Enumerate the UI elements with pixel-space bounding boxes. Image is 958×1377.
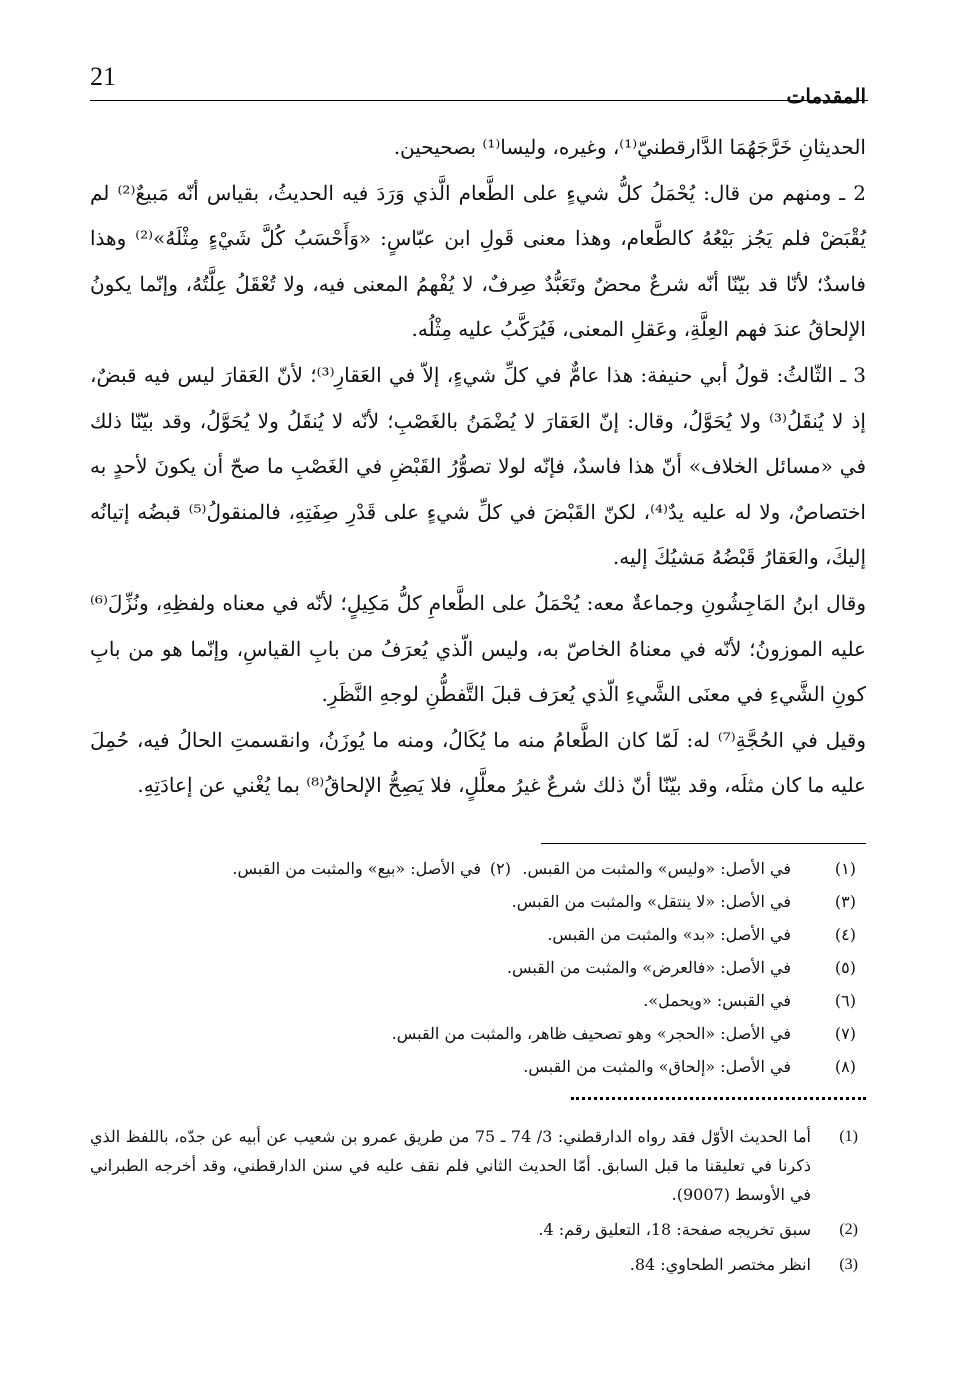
footnote-row xyxy=(90,951,866,984)
footnote-number: (٧) xyxy=(834,1024,856,1043)
footnote-row xyxy=(90,885,866,918)
footnote-text: في القبس: «ويحمل». xyxy=(643,991,791,1010)
footnote-text: انظر مختصر الطحاوي: 84. xyxy=(629,1255,811,1274)
paragraph: 3 ـ الثّالثُ: قولُ أبي حنيفة: هذا عامٌّ في كلِّ شيءٍ، إلاّ في العَقارِ⁽³⁾؛ لأنّ العَقارَ ليس فيه قبضٌ، إذ لا يُنقَلُ⁽³⁾ ولا يُحَوَّلُ، وقال: إنّ العَقارَ لا يُضْمَنُ بالغَصْبِ؛ لأنّه لا يُنقَلُ ولا يُحَوَّلُ، وقد بيّنّا ذلك في «مسائل الخلاف» أنّ هذا فاسدٌ، فإنّه لولا تصوُّرُ القَبْضِ في الغَصْبِ ما صحّ أن يكونَ لأحدٍ به اختصاصٌ، ولا له عليه يدٌ⁽⁴⁾، لكنّ القَبْضَ في كلِّ شيءٍ على قَدْرِ صِفَتِهِ، فالمنقولُ⁽⁵⁾ قبضُه إتيانُه إليكَ، والعَقارُ قَبْضُهُ مَشيُكَ إليه. xyxy=(90,362,866,570)
footnote-item xyxy=(90,1122,866,1209)
footnote-number: (٥) xyxy=(834,958,856,977)
footnote-text: في الأصل: «وليس» والمثبت من القبس. xyxy=(522,859,791,878)
page-number: 21 xyxy=(90,62,116,91)
apparatus-footnotes xyxy=(90,852,866,1083)
footnote-number: (٨) xyxy=(834,1057,856,1076)
footnote-text: في الأصل: «بد» والمثبت من القبس. xyxy=(547,925,791,944)
footnote-text: في الأصل: «الحجر» وهو تصحيف ظاهر، والمثبت من القبس. xyxy=(391,1024,791,1043)
footnote-text: في الأصل: «بيع» والمثبت من القبس. xyxy=(232,859,481,878)
footnote-separator xyxy=(541,843,866,844)
paragraph: وقيل في الحُجَّةِ⁽⁷⁾ له: لَمّا كان الطَّعامُ منه ما يُكَالُ، ومنه ما يُوزَنُ، وانقسمتِ الحالُ فيه، حُمِلَ عليه ما كان مثلَه، وقد بيّنّا أنّ ذلك شرعٌ غيرُ معلَّلٍ، فلا يَصِحُّ الإلحاقُ⁽⁸⁾ بما يُغْني عن إعادَتِهِ. xyxy=(90,727,867,798)
running-title: المقدمات xyxy=(786,84,866,108)
footnote-item xyxy=(90,1250,866,1279)
footnote-number: (٤) xyxy=(834,925,856,944)
paragraph: 2 ـ ومنهم من قال: يُحْمَلُ كلُّ شيءٍ على الطَّعام الَّذي وَرَدَ فيه الحديثُ، بقياس أنّه مَبيعٌ⁽²⁾ لم يُقْبَضْ فلم يَجُز بَيْعُهُ كالطَّعام، وهذا معنى قَولِ ابن عبّاسٍ: «وَأَحْسَبُ كُلَّ شَيْءٍ مِثْلَهُ»⁽²⁾ وهذا فاسدٌ؛ لأنّا قد بيّنّا أنّه شرعٌ محضٌ وتَعَبُّدٌ صِرفٌ، لا يُفْهمُ المعنى فيه، ولا تُعْقَلُ عِلَّتُهُ، وإنّما يكونُ الإلحاقُ عندَ فهم العِلَّةِ، وعَقلِ المعنى، فَيُرَكَّبُ عليه مِثْلُه. xyxy=(90,180,866,342)
footnote-text: سبق تخريجه صفحة: 18، التعليق رقم: 4. xyxy=(538,1220,811,1239)
footnote-number: (٣) xyxy=(834,892,856,911)
footnote-row xyxy=(90,1017,866,1050)
paragraph: الحديثانِ خَرَّجَهُمَا الدَّارقطنيّ⁽¹⁾، وغيره، وليسا⁽¹⁾ بصحيحين. xyxy=(393,135,866,159)
footnote-row xyxy=(90,984,866,1017)
footnote-number: (٢) xyxy=(489,859,511,878)
footnote-text: في الأصل: «إلحاق» والمثبت من القبس. xyxy=(523,1057,791,1076)
main-text xyxy=(90,125,866,809)
editor-footnotes xyxy=(90,1122,866,1279)
footnote-text: أما الحديث الأوّل فقد رواه الدارقطني: 3/ 74 ـ 75 من طريق عمرو بن شعيب عن أبيه عن جدّه، باللفظ الذي ذكرنا في تعليقنا ما قبل السابق. أمّا الحديث الثاني فلم نقف عليه في سنن الدارقطني، وقد أخرجه الطبراني في الأوسط (9007). xyxy=(90,1127,811,1204)
footnote-text: في الأصل: «لا ينتقل» والمثبت من القبس. xyxy=(511,892,791,911)
footnote-number: (2) xyxy=(839,1221,858,1238)
paragraph: وقال ابنُ المَاجِشُونِ وجماعةٌ معه: يُحْمَلُ على الطَّعامِ كلُّ مَكِيلٍ؛ لأنّه في معناه ولفظِهِ، ونُزِّلَ⁽⁶⁾ عليه الموزونُ؛ لأنّه في معناهُ الخاصّ به، وليس الّذي يُعرَفُ من بابِ القياسِ، وإنّما هو من بابِ كونِ الشَّيءِ في معنَى الشَّيءِ الّذي يُعرَف قبلَ التَّفطُّنِ لوجهِ النَّظَرِ. xyxy=(90,590,866,707)
footnote-number: (1) xyxy=(839,1128,858,1145)
footnote-number: (٦) xyxy=(834,991,856,1010)
header-rule xyxy=(90,100,868,101)
footnote-row xyxy=(90,1050,866,1083)
footnote-text: في الأصل: «فالعرض» والمثبت من القبس. xyxy=(506,958,791,977)
footnote-item xyxy=(90,1215,866,1244)
footnote-number: (١) xyxy=(834,859,856,878)
footnote-row xyxy=(90,918,866,951)
footnote-number: (3) xyxy=(839,1256,858,1273)
footnote-row xyxy=(90,852,866,885)
dotted-separator xyxy=(571,1097,866,1102)
